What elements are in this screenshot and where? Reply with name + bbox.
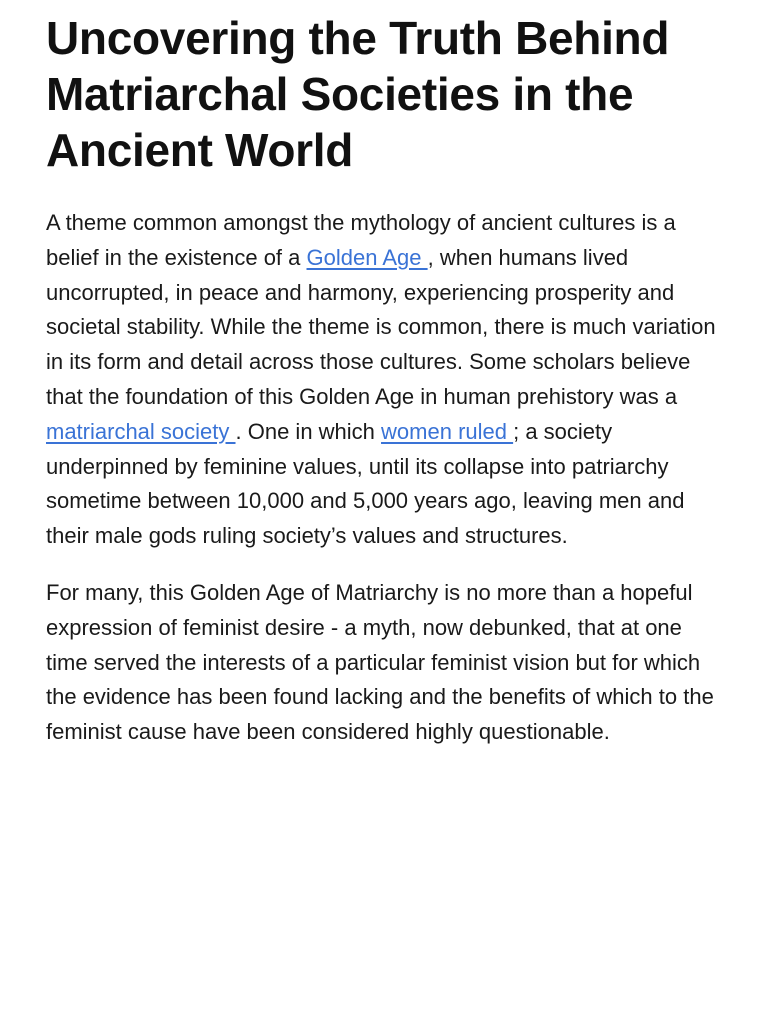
paragraph-text: . One in which (235, 418, 382, 444)
matriarchal-society-link[interactable]: matriarchal society (46, 418, 236, 444)
paragraph-text: ; a society underpinned by feminine values, until its collapse into patriarchy sometime between 10,000 and 5,000 years ago, leaving men and their male gods ruling society’s values and structures. (46, 418, 685, 549)
article-title: Uncovering the Truth Behind Matriarchal Societies in the Ancient World (46, 12, 670, 176)
article-paragraph-1 (46, 206, 726, 554)
article-paragraph-2: For many, this Golden Age of Matriarchy is no more than a hopeful expression of feminist desire - a myth, now debunked, that at one time served the interests of a particular feminist vision but for which the evidence has been found lacking and the benefits of which to the feminist cause have been considered highly questionable. (46, 579, 714, 745)
women-ruled-link[interactable]: women ruled (381, 418, 514, 444)
article (46, 10, 726, 750)
paragraph-text: , when humans lived uncorrupted, in peace and harmony, experiencing prosperity and societal stability. While the theme is common, there is much variation in its form and detail across those cultures. Some scholars believe that the foundation of this Golden Age in human prehistory was a (46, 244, 716, 409)
golden-age-link[interactable]: Golden Age (306, 244, 428, 270)
paragraph-text: A theme common amongst the mythology of ancient cultures is a belief in the existence of a (46, 210, 676, 270)
